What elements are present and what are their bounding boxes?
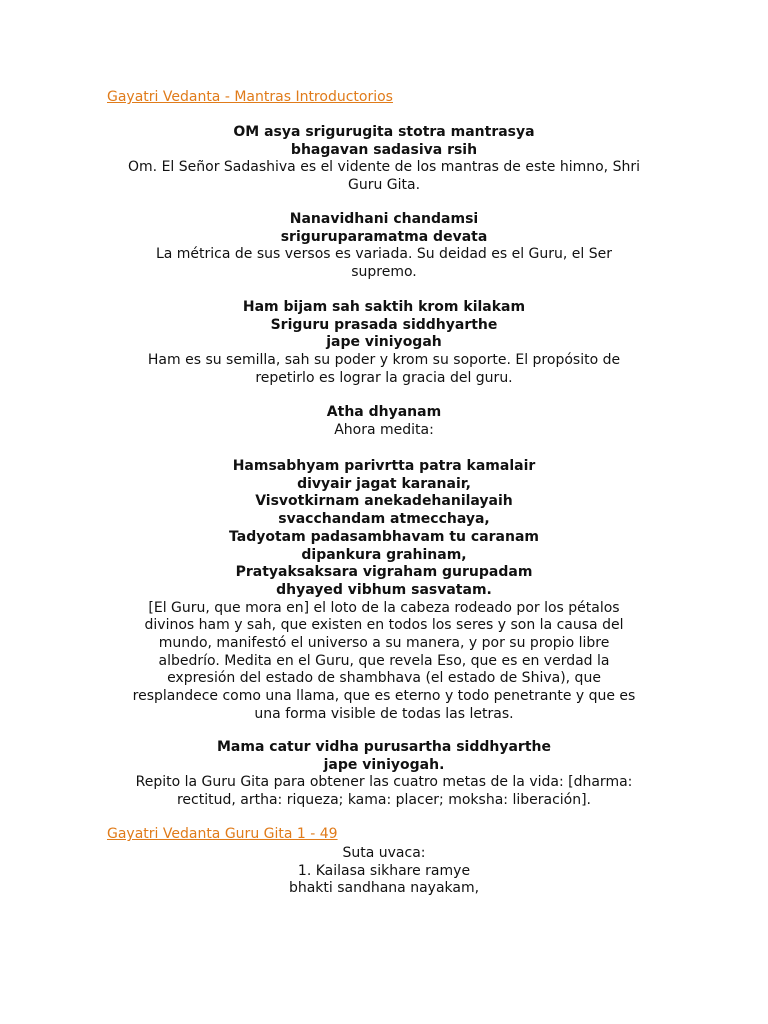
mantra-line: OM asya srigurugita stotra mantrasya — [233, 124, 535, 140]
verse-line: 1. Kailasa sikhare ramye — [297, 862, 471, 879]
translation-line: [El Guru, que mora en] el loto de la cabeza rodeado por los pétalos — [148, 599, 620, 616]
link-guru-gita-1-49[interactable]: Gayatri Vedanta Guru Gita 1 - 49 — [107, 826, 338, 842]
translation-line: albedrío. Medita en el Guru, que revela Eso, que es en verdad la — [158, 652, 610, 669]
mantra-line: Nanavidhani chandamsi — [289, 211, 479, 227]
section-atha-dhyanam — [96, 404, 672, 439]
translation-line: mundo, manifestó el universo a su manera, y por su propio libre — [158, 635, 610, 652]
translation-line: rectitud, artha: riqueza; kama: placer; moksha: liberación]. — [176, 792, 592, 809]
mantra-line: Atha dhyanam — [326, 404, 442, 420]
mantra-line: sriguruparamatma devata — [280, 228, 488, 245]
mantra-line: jape viniyogah. — [323, 756, 445, 773]
translation-line: expresión del estado de shambhava (el estado de Shiva), que — [167, 670, 601, 687]
section-mama-catur — [96, 739, 672, 810]
mantra-line: dhyayed vibhum sasvatam. — [276, 581, 492, 598]
mantra-line: jape viniyogah — [326, 334, 442, 351]
section-nanavidhani — [96, 211, 672, 282]
translation-line: Repito la Guru Gita para obtener las cuatro metas de la vida: [dharma: — [135, 774, 633, 791]
section-verses — [96, 845, 672, 898]
mantra-line: Tadyotam padasambhavam tu caranam — [229, 528, 539, 545]
mantra-line: Hamsabhyam parivrtta patra kamalair — [232, 458, 536, 474]
section-ham-bijam — [96, 299, 672, 388]
translation-line: repetirlo es lograr la gracia del guru. — [255, 369, 513, 386]
verse-line: bhakti sandhana nayakam, — [288, 880, 480, 897]
section-om-asya — [96, 124, 672, 195]
mantra-line: Pratyaksaksara vigraham gurupadam — [235, 564, 533, 581]
link-mantras-introductorios[interactable]: Gayatri Vedanta - Mantras Introductorios — [107, 89, 393, 105]
verse-line: Suta uvaca: — [342, 845, 426, 861]
section-hamsabhyam — [96, 458, 672, 724]
translation-line: Ham es su semilla, sah su poder y krom su soporte. El propósito de — [147, 352, 621, 369]
translation-line: Om. El Señor Sadashiva es el vidente de los mantras de este himno, Shri — [128, 159, 640, 176]
translation-line: Guru Gita. — [347, 177, 421, 194]
translation-line: Ahora medita: — [334, 421, 434, 438]
mantra-line: Visvotkirnam anekadehanilayaih — [255, 493, 513, 510]
mantra-line: divyair jagat karanair, — [297, 475, 471, 492]
mantra-line: Sriguru prasada siddhyarthe — [270, 316, 498, 333]
mantra-line: dipankura grahinam, — [301, 546, 467, 563]
translation-line: resplandece como una llama, que es eterno y todo penetrante y que es — [132, 688, 636, 705]
translation-line: una forma visible de todas las letras. — [254, 705, 514, 722]
translation-line: supremo. — [351, 264, 417, 281]
translation-line: La métrica de sus versos es variada. Su deidad es el Guru, el Ser — [155, 246, 613, 263]
mantra-line: bhagavan sadasiva rsih — [290, 141, 478, 158]
mantra-line: Ham bijam sah saktih krom kilakam — [242, 299, 526, 315]
mantra-line: svacchandam atmecchaya, — [278, 511, 490, 528]
mantra-line: Mama catur vidha purusartha siddhyarthe — [216, 739, 551, 755]
translation-line: divinos ham y sah, que existen en todos los seres y son la causa del — [144, 617, 624, 634]
